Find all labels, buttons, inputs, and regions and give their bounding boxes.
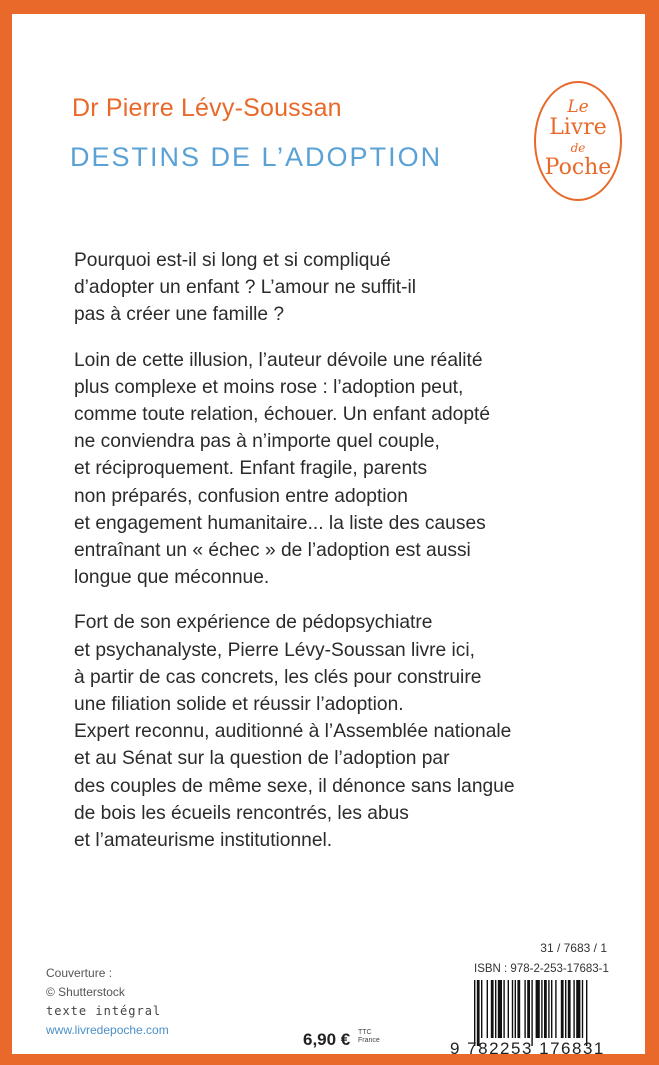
barcode-bar bbox=[517, 980, 520, 1038]
barcode-bar bbox=[548, 980, 549, 1038]
barcode-bar bbox=[555, 980, 556, 1038]
barcode-bar bbox=[481, 980, 482, 1038]
barcode-digits: 9 782253 176831 bbox=[450, 1039, 605, 1058]
author-name: Dr Pierre Lévy-Soussan bbox=[72, 94, 342, 122]
barcode-bar bbox=[582, 980, 583, 1038]
barcode-bar bbox=[474, 980, 475, 1046]
book-title: DESTINS DE L’ADOPTION bbox=[70, 142, 443, 172]
barcode-bar bbox=[515, 980, 516, 1038]
barcode-bar bbox=[508, 980, 509, 1038]
barcode-bar bbox=[536, 980, 540, 1038]
barcode-bar bbox=[586, 980, 587, 1046]
barcode-bar bbox=[531, 980, 532, 1046]
barcode-bar bbox=[495, 980, 496, 1038]
blurb bbox=[74, 247, 614, 872]
isbn: ISBN : 978-2-253-17683-1 bbox=[474, 963, 609, 975]
reference-number: 31 / 7683 / 1 bbox=[540, 941, 607, 955]
barcode-bar bbox=[561, 980, 564, 1038]
paragraph-1: Pourquoi est-il si long et si compliqué d’adopter un enfant ? L’amour ne suffit-il pas à créer une famille ? bbox=[74, 250, 417, 326]
price bbox=[303, 1029, 380, 1050]
barcode-bar bbox=[576, 980, 580, 1038]
barcode-bar bbox=[573, 980, 574, 1038]
barcode-bar bbox=[503, 980, 504, 1038]
barcode-bar bbox=[498, 980, 502, 1038]
barcode-bar bbox=[565, 980, 566, 1038]
barcode-bar bbox=[544, 980, 547, 1038]
cover-credit: © Shutterstock bbox=[46, 985, 125, 999]
barcode-bar bbox=[491, 980, 494, 1038]
barcode-bar bbox=[551, 980, 552, 1038]
barcode-bar bbox=[541, 980, 542, 1038]
barcode-bar bbox=[512, 980, 513, 1038]
barcode-bar bbox=[568, 980, 571, 1038]
barcode-bar bbox=[487, 980, 488, 1038]
edition-label: texte intégral bbox=[46, 1004, 162, 1018]
paragraph-3: Fort de son expérience de pédopsychiatre et psychanalyste, Pierre Lévy-Soussan livre ici, à partir de cas concrets, les clés pour construire une filiation solide et réussir l’adoption. Expert reconnu, auditionné à l’Assemblée nationale et au Sénat sur la question de l’adoption par des couples de même sexe, il dénonce sans langue de bois les écueils rencontrés, les abus et l’amateurisme institutionnel. bbox=[74, 612, 515, 852]
price-amount: 6,90 € bbox=[303, 1030, 351, 1049]
back-cover bbox=[12, 14, 645, 1058]
website-link[interactable]: www.livredepoche.com bbox=[46, 1023, 169, 1037]
paragraph-2: Loin de cette illusion, l’auteur dévoile une réalité plus complexe et moins rose : l’adoption peut, comme toute relation, échouer. Un enfant adopté ne conviendra pas à n’importe quel couple, et réciproquement. Enfant fragile, parents non préparés, confusion entre adoption et engagement humanitaire... la liste des causes entraînant un « échec » de l’adoption est aussi longue que méconnue. bbox=[74, 349, 490, 589]
cover-label: Couverture : bbox=[46, 966, 113, 980]
barcode-bar bbox=[477, 980, 480, 1046]
barcode-bar bbox=[524, 980, 525, 1038]
barcode bbox=[474, 980, 634, 1046]
credits bbox=[46, 964, 169, 1040]
livre-de-poche-logo: Le Livre de Poche bbox=[534, 81, 622, 201]
price-tax-note: TTC France bbox=[358, 1029, 380, 1044]
barcode-bar bbox=[527, 980, 530, 1038]
